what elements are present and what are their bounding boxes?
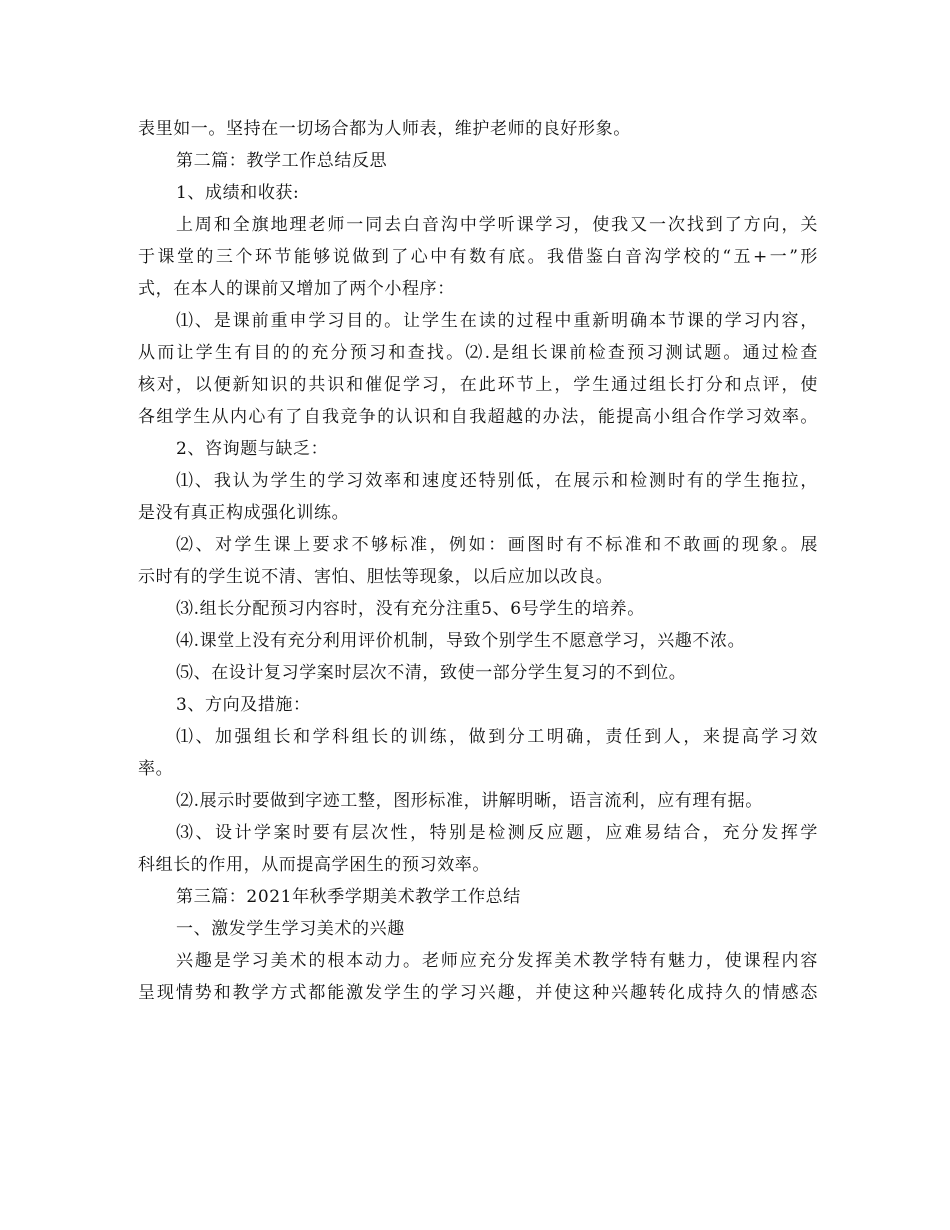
paragraph-line: 是没有真正构成强化训练。 — [138, 503, 350, 523]
paragraph-line: ⑵、对学生课上要求不够标准，例如：画图时有不标准和不敢画的现象。展 — [176, 535, 818, 555]
paragraph-line: 上周和全旗地理老师一同去白音沟中学听课学习，使我又一次找到了方向，关 — [176, 215, 818, 235]
paragraph-line: ⑷.课堂上没有充分利用评价机制，导致个别学生不愿意学习，兴趣不浓。 — [176, 631, 746, 651]
subsection-heading: 一、激发学生学习美术的兴趣 — [176, 919, 405, 939]
paragraph-line: 科组长的作用，从而提高学困生的预习效率。 — [138, 855, 490, 875]
paragraph-line: ⑶、设计学案时要有层次性，特别是检测反应题，应难易结合，充分发挥学 — [176, 823, 818, 843]
paragraph-line: 示时有的学生说不清、害怕、胆怯等现象，以后应加以改良。 — [138, 567, 614, 587]
paragraph-line: ⑶.组长分配预习内容时，没有充分注重5、6号学生的培养。 — [176, 599, 645, 619]
paragraph-line: 核对，以便新知识的共识和催促学习，在此环节上，学生通过组长打分和点评，使 — [138, 375, 818, 395]
paragraph-line: ⑴、是课前重申学习目的。让学生在读的过程中重新明确本节课的学习内容， — [176, 311, 818, 331]
paragraph-line: 表里如一。坚持在一切场合都为人师表，维护老师的良好形象。 — [138, 119, 631, 139]
paragraph-line: ⑸、在设计复习学案时层次不清，致使一部分学生复习的不到位。 — [176, 663, 687, 683]
section-heading: 第三篇：2021年秋季学期美术教学工作总结 — [176, 887, 521, 907]
subsection-heading: 2、咨询题与缺乏： — [176, 439, 329, 459]
paragraph-line: 率。 — [138, 759, 174, 779]
paragraph-line: 各组学生从内心有了自我竞争的认识和自我超越的办法，能提高小组合作学习效率。 — [138, 407, 818, 427]
paragraph-line: 于课堂的三个环节能够说做到了心中有数有底。我借鉴白音沟学校的“五+一”形 — [138, 247, 818, 267]
paragraph-line: ⑴、我认为学生的学习效率和速度还特别低，在展示和检测时有的学生拖拉， — [176, 471, 818, 491]
document-body — [138, 113, 818, 1009]
paragraph-line: 式，在本人的课前又增加了两个小程序： — [138, 279, 455, 299]
paragraph-line: 兴趣是学习美术的根本动力。老师应充分发挥美术教学特有魅力，使课程内容 — [176, 951, 818, 971]
subsection-heading: 1、成绩和收获: — [176, 183, 300, 203]
paragraph-line: ⑵.展示时要做到字迹工整，图形标准，讲解明晰，语言流利，应有理有据。 — [176, 791, 763, 811]
section-heading: 第二篇：教学工作总结反思 — [176, 151, 388, 171]
subsection-heading: 3、方向及措施： — [176, 695, 311, 715]
paragraph-line: 从而让学生有目的的充分预习和查找。⑵.是组长课前检查预习测试题。通过检查 — [138, 343, 818, 363]
paragraph-line: 呈现情势和教学方式都能激发学生的学习兴趣，并使这种兴趣转化成持久的情感态 — [138, 983, 818, 1003]
paragraph-line: ⑴、加强组长和学科组长的训练，做到分工明确，责任到人，来提高学习效 — [176, 727, 818, 747]
